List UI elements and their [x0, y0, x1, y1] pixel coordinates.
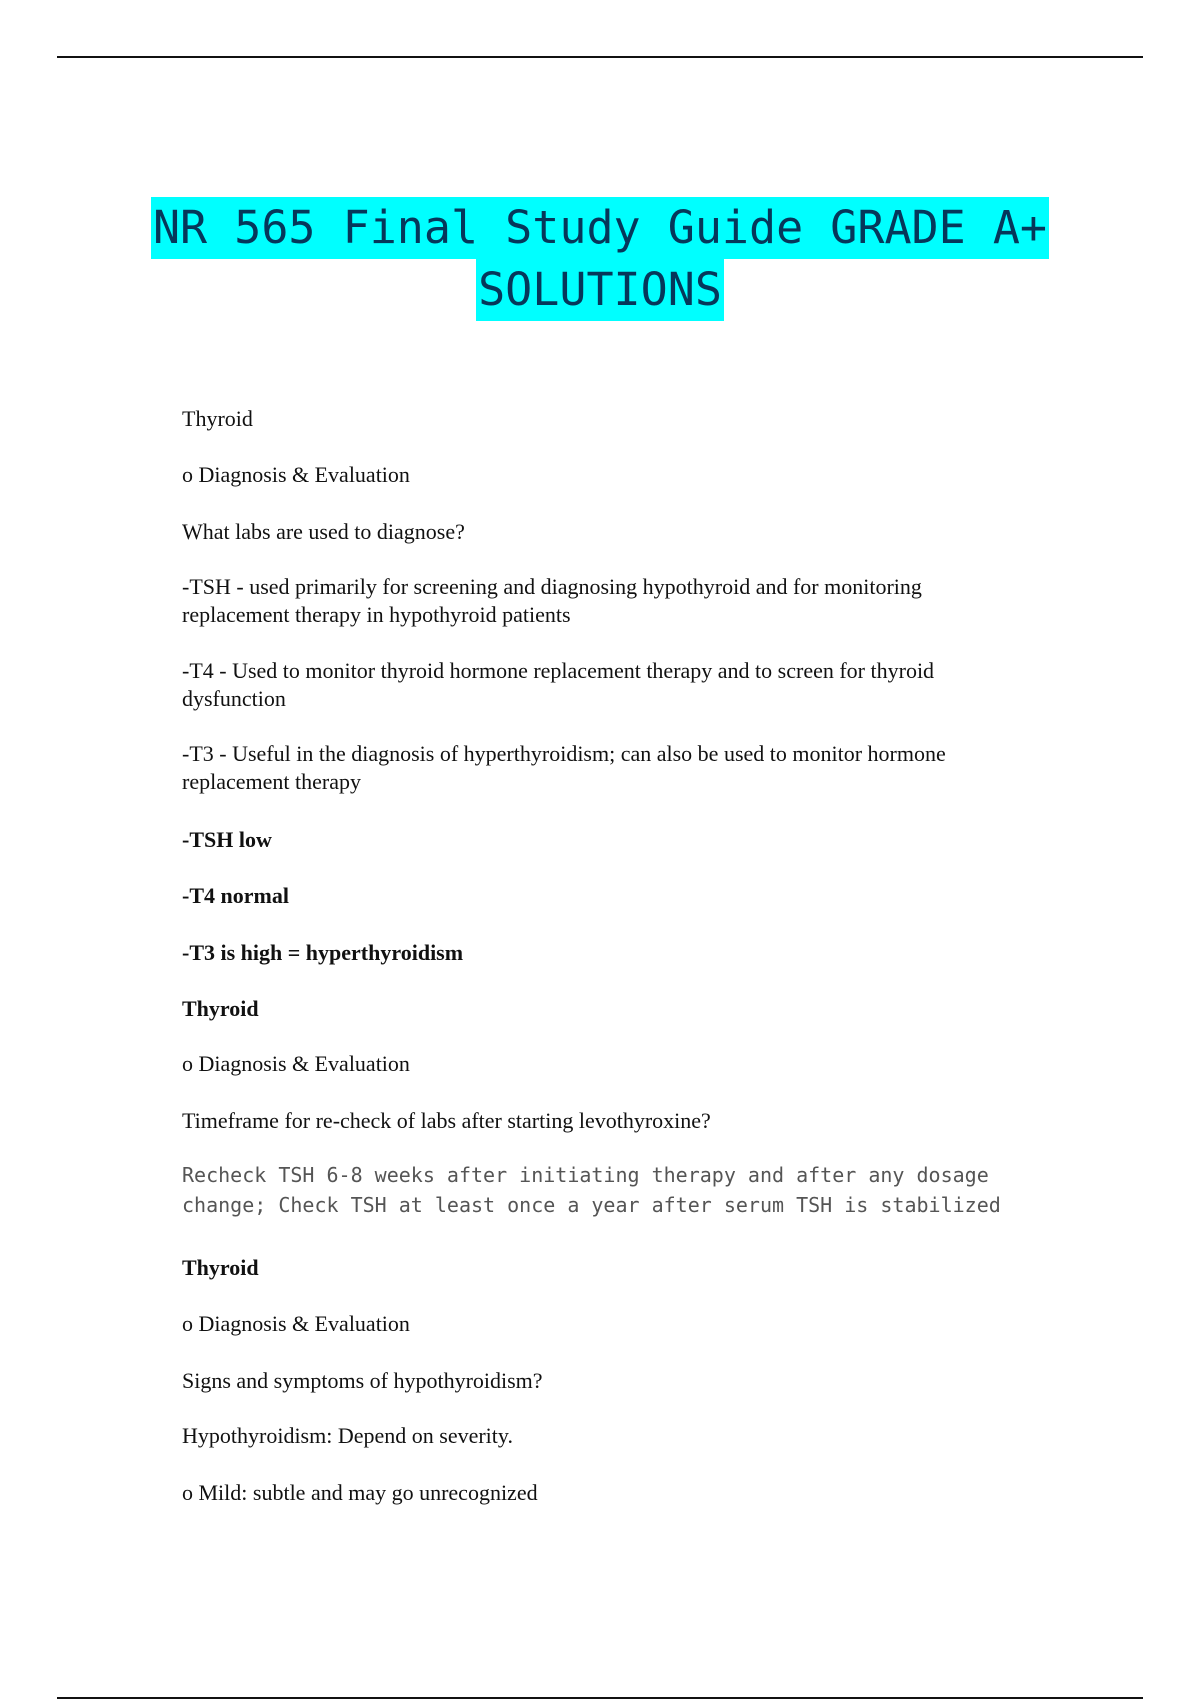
top-rule: [57, 56, 1143, 58]
answer-paragraph: -TSH - used primarily for screening and diagnosing hypothyroid and for monitoring replacement therapy in hypothyroid patients: [182, 574, 922, 627]
subsection-label: o Diagnosis & Evaluation: [182, 1051, 410, 1076]
subsection-label: o Diagnosis & Evaluation: [182, 1311, 410, 1336]
question-text: Timeframe for re-check of labs after starting levothyroxine?: [182, 1108, 711, 1133]
answer-paragraph: -T4 - Used to monitor thyroid hormone replacement therapy and to screen for thyroid dysfunction: [182, 658, 935, 711]
answer-paragraph: o Mild: subtle and may go unrecognized: [182, 1480, 538, 1505]
section-heading: Thyroid: [182, 996, 259, 1021]
title-line-1: NR 565 Final Study Guide GRADE A+: [151, 197, 1049, 259]
answer-paragraph: Hypothyroidism: Depend on severity.: [182, 1423, 513, 1448]
key-point: -T4 normal: [182, 883, 289, 908]
section-heading: Thyroid: [182, 1255, 259, 1280]
answer-paragraph: Recheck TSH 6-8 weeks after initiating therapy and after any dosage change; Check TSH at least once a year after serum TSH is stabilized: [182, 1163, 1001, 1217]
key-point: -T3 is high = hyperthyroidism: [182, 940, 464, 965]
key-point: -TSH low: [182, 827, 272, 852]
section-heading: Thyroid: [182, 406, 253, 431]
bottom-rule: [57, 1697, 1143, 1699]
answer-paragraph: -T3 - Useful in the diagnosis of hyperthyroidism; can also be used to monitor hormone replacement therapy: [182, 741, 946, 794]
document-title: [100, 197, 1100, 321]
subsection-label: o Diagnosis & Evaluation: [182, 462, 410, 487]
question-text: Signs and symptoms of hypothyroidism?: [182, 1368, 543, 1393]
title-line-2: SOLUTIONS: [476, 259, 724, 321]
question-text: What labs are used to diagnose?: [182, 519, 465, 544]
